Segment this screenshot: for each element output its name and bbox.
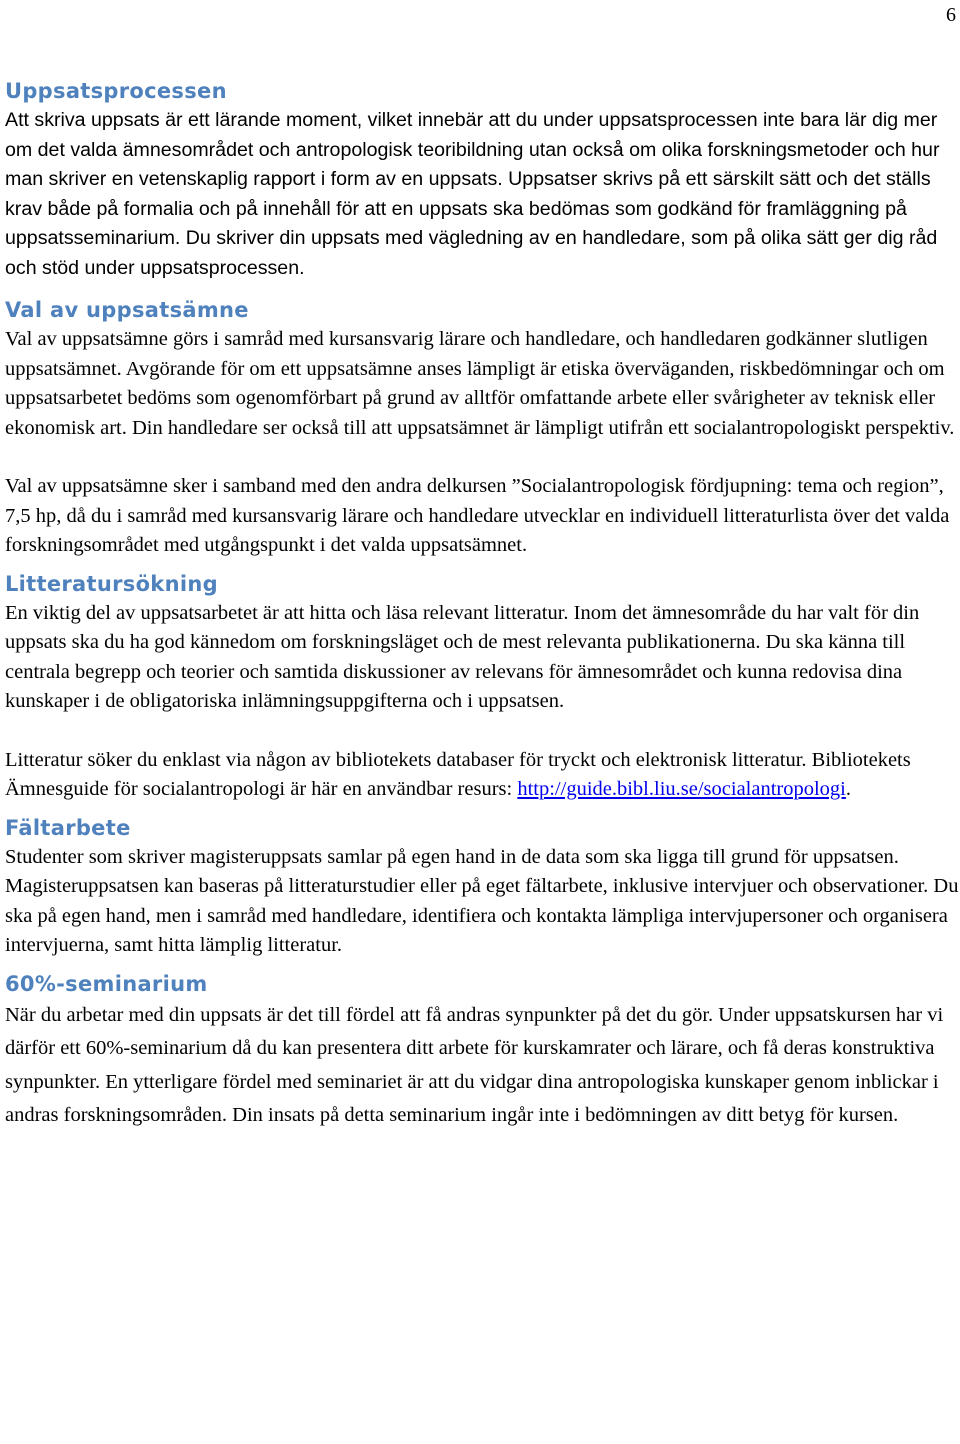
paragraph-val-1: Val av uppsatsämne görs i samråd med kursansvarig lärare och handledare, och handledaren godkänner slutligen uppsatsämnet. Avgörande för om ett uppsatsämne anses lämpligt är etiska överväganden, riskbedömningar och om uppsatsarbetet bedöms som ogenomförbart på grund av alltför omfattande arbete eller svårigheter av teknisk eller ekonomisk art. Din handledare ser också till att uppsatsämnet är lämpligt utifrån ett socialantropologiskt perspektiv.: [5, 328, 955, 439]
section-60-seminarium: [5, 969, 959, 1133]
section-litteratursokning: [5, 569, 959, 805]
page-number: 6: [946, 4, 956, 26]
paragraph-litteratur-2-end: .: [845, 778, 851, 800]
heading-val-av-uppsatsamne: Val av uppsatsämne: [5, 298, 249, 322]
paragraph-litteratur-2-text: Litteratur söker du enklast via någon av bibliotekets databaser för tryckt och elektronisk litteratur. Bibliotekets Ämnesguide för socialantropologi är här en användbar resurs:: [5, 748, 911, 800]
section-uppsatsprocessen: [5, 76, 959, 283]
paragraph-val-2: Val av uppsatsämne sker i samband med den andra delkursen ”Socialantropologisk fördjupning: tema och region”, 7,5 hp, då du i samråd med kursansvarig lärare och handledare utvecklar en individuell litteraturlista över det valda forskningsområdet med utgångspunkt i det valda uppsatsämnet.: [5, 475, 950, 556]
paragraph-faltarbete: Studenter som skriver magisteruppsats samlar på egen hand in de data som ska ligga till grund för uppsatsen. Magisteruppsatsen kan baseras på litteraturstudier eller på eget fältarbete, inklusive intervjuer och observationer. Du ska på egen hand, men i samråd med handledare, identifiera och kontakta lämpliga intervjupersoner och organisera intervjuerna, samt hitta lämplig litteratur.: [5, 845, 959, 956]
heading-litteratursokning: Litteratursökning: [5, 571, 218, 596]
section-val-av-uppsatsamne: [5, 295, 959, 561]
heading-60-seminarium: 60%-seminarium: [5, 971, 208, 996]
library-guide-link[interactable]: http://guide.bibl.liu.se/socialantropologi: [517, 778, 846, 800]
document-body: [5, 76, 959, 1133]
paragraph-litteratur-2: [5, 746, 959, 805]
paragraph-seminarium: När du arbetar med din uppsats är det till fördel att få andras synpunkter på det du gör. Under uppsatskursen har vi därför ett 60%-seminarium då du kan presentera ditt arbete för kurskamrater och lärare, och få deras konstruktiva synpunkter. En ytterligare fördel med seminariet är att du vidgar dina antropologiska kunskaper genom inblickar i andras forskningsområden. Din insats på detta seminarium ingår inte i bedömningen av ditt betyg för kursen.: [5, 1003, 944, 1126]
section-faltarbete: [5, 813, 959, 961]
heading-uppsatsprocessen: Uppsatsprocessen: [5, 79, 227, 103]
heading-faltarbete: Fältarbete: [5, 815, 131, 840]
paragraph-uppsatsprocessen: Att skriva uppsats är ett lärande moment, vilket innebär att du under uppsatsprocessen inte bara lär dig mer om det valda ämnesområdet och antropologisk teoribildning utan också om olika forskningsmetoder och hur man skriver en vetenskaplig rapport i form av en uppsats. Uppsatser skrivs på ett särskilt sätt och det ställs krav både på formalia och på innehåll för att en uppsats ska bedömas som godkänd för framläggning på uppsatsseminarium. Du skriver din uppsats med vägledning av en handledare, som på olika sätt ger dig råd och stöd under uppsatsprocessen.: [5, 109, 940, 279]
paragraph-litteratur-1: En viktig del av uppsatsarbetet är att hitta och läsa relevant litteratur. Inom det ämnesområde du har valt för din uppsats ska du ha god kännedom om forskningsläget och de mest relevanta publikationerna. Du ska känna till centrala begrepp och teorier och samtida diskussioner av relevans för ämnesområdet och kunna redovisa dina kunskaper i de obligatoriska inlämningsuppgifterna och i uppsatsen.: [5, 601, 920, 712]
